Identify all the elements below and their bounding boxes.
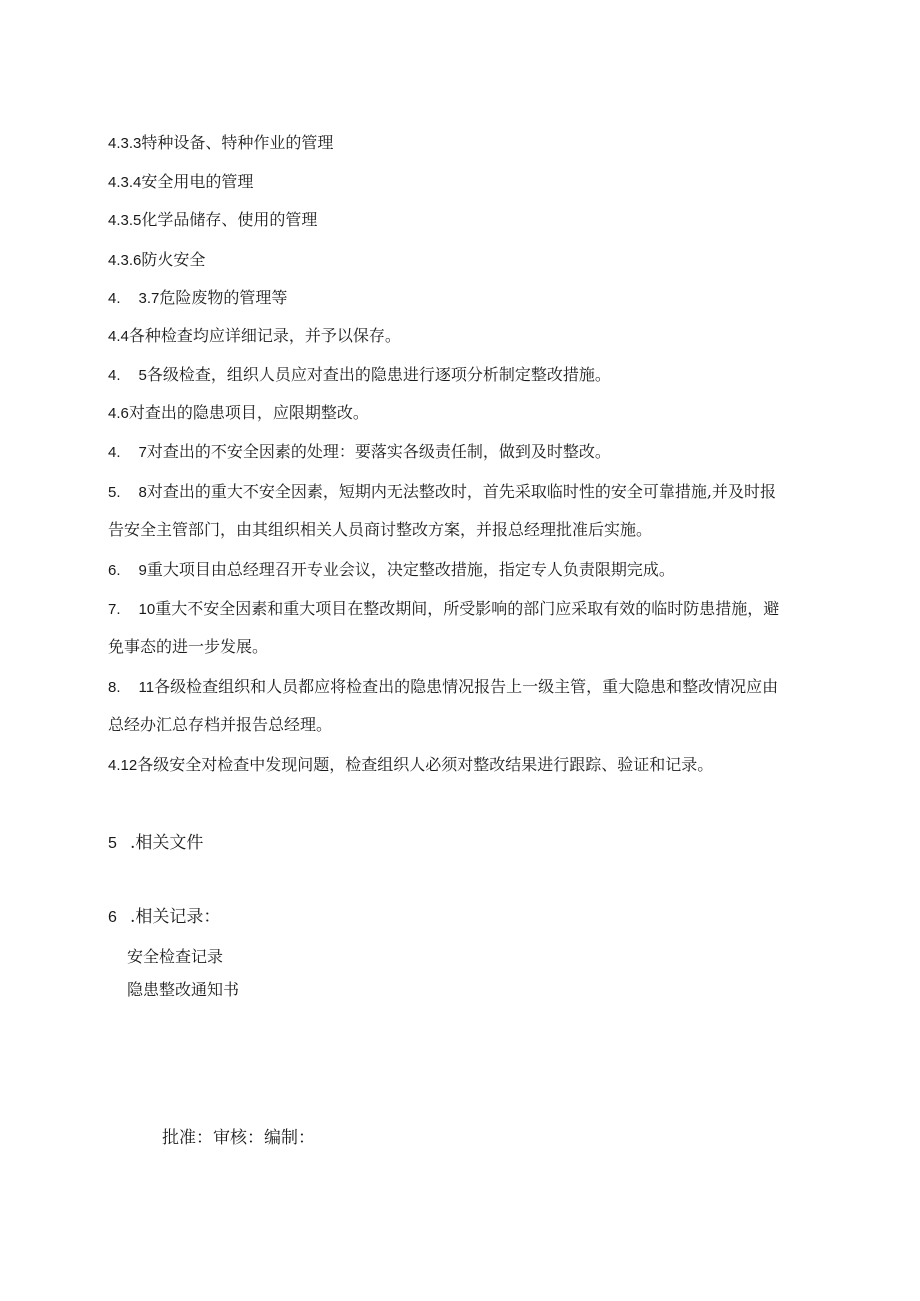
section-title: .相关文件: [130, 833, 204, 853]
clause-number-prefix: 7.: [108, 601, 121, 618]
clause-4-4: [108, 326, 401, 347]
clause-text: 对查出的重大不安全因素，短期内无法整改时，首先采取临时性的安全可靠措施,并及时报: [146, 482, 776, 501]
section-number: 6: [108, 909, 117, 926]
clause-number-suffix: 5: [138, 367, 147, 384]
clause-4-10-continuation: 免事态的进一步发展。: [108, 637, 269, 656]
clause-text: 各种检查均应详细记录，并予以保存。: [128, 326, 401, 345]
clause-number-prefix: 5.: [108, 484, 121, 501]
section-related-records: [108, 906, 220, 929]
clause-4-3-5: [108, 210, 317, 231]
clause-4-5: [108, 365, 611, 386]
clause-4-9: [108, 560, 675, 581]
clause-text: 重大项目由总经理召开专业会议，决定整改措施，指定专人负责限期完成。: [146, 560, 675, 579]
record-item: 安全检查记录: [127, 947, 224, 966]
clause-number-suffix: 8: [138, 484, 147, 501]
clause-4-6: [108, 403, 369, 424]
clause-number-prefix: 4.: [108, 367, 121, 384]
clause-number: 4.12: [108, 757, 138, 774]
clause-text: 安全用电的管理: [141, 172, 254, 191]
clause-number: 4.4: [108, 328, 129, 345]
clause-4-11-continuation: 总经办汇总存档并报告总经理。: [108, 715, 333, 734]
clause-number-suffix: 10: [138, 601, 156, 618]
clause-text: 对查出的不安全因素的处理：要落实各级责任制，做到及时整改。: [146, 442, 611, 461]
clause-4-8: [108, 482, 776, 503]
clause-text: 特种设备、特种作业的管理: [141, 133, 334, 152]
section-related-documents: [108, 832, 203, 855]
clause-number: 4.3.4: [108, 174, 142, 191]
clause-4-7: [108, 442, 611, 463]
clause-4-11: [108, 677, 778, 698]
clause-number-prefix: 6.: [108, 562, 121, 579]
clause-number-suffix: 7: [138, 444, 147, 461]
clause-number: 4.3.5: [108, 212, 142, 229]
signature-line: 批准：审核：编制：: [162, 1128, 315, 1148]
clause-text: 重大不安全因素和重大项目在整改期间，所受影响的部门应采取有效的临时防患措施，避: [155, 599, 780, 618]
clause-text: 各级安全对检查中发现问题，检查组织人必须对整改结果进行跟踪、验证和记录。: [137, 755, 714, 774]
clause-number-suffix: 9: [138, 562, 147, 579]
clause-number-prefix: 4.: [108, 290, 121, 307]
clause-number: 4.3.3: [108, 135, 142, 152]
clause-text: 对查出的隐患项目，应限期整改。: [128, 403, 369, 422]
clause-4-10: [108, 599, 779, 620]
clause-text: 化学品储存、使用的管理: [141, 210, 318, 229]
clause-number-prefix: 8.: [108, 679, 121, 696]
clause-4-12: [108, 755, 713, 776]
section-number: 5: [108, 835, 117, 852]
clause-number-suffix: 3.7: [138, 290, 160, 307]
clause-4-3-3: [108, 133, 333, 154]
clause-text: 危险废物的管理等: [159, 288, 288, 307]
record-item: 隐患整改通知书: [127, 980, 240, 999]
clause-4-3-7: [108, 288, 287, 309]
clause-text: 各级检查组织和人员都应将检查出的隐患情况报告上一级主管，重大隐患和整改情况应由: [154, 677, 779, 696]
clause-number: 4.3.6: [108, 252, 142, 269]
clause-number: 4.6: [108, 405, 129, 422]
section-title: .相关记录：: [130, 907, 221, 927]
clause-4-3-4: [108, 172, 253, 193]
clause-number-prefix: 4.: [108, 444, 121, 461]
clause-text: 防火安全: [141, 250, 206, 269]
clause-4-8-continuation: 告安全主管部门，由其组织相关人员商讨整改方案，并报总经理批准后实施。: [108, 520, 653, 539]
clause-number-suffix: 11: [138, 679, 155, 696]
clause-text: 各级检查，组织人员应对查出的隐患进行逐项分析制定整改措施。: [146, 365, 611, 384]
clause-4-3-6: [108, 250, 205, 271]
